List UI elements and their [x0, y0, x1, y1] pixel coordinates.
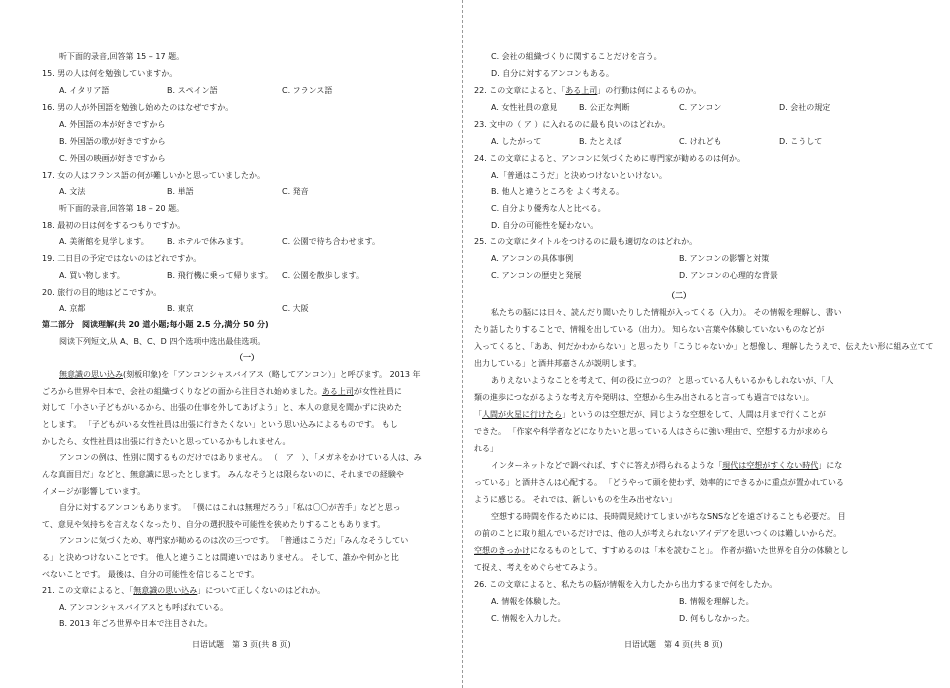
passage-1-line-13: べないことです。 最後は、自分の可能性を信じることです。 [42, 570, 260, 579]
q16-option-a: A. 外国語の本が好きですから [59, 120, 166, 129]
q17-option-a: A. 文法 [59, 187, 86, 196]
passage-2-line-14: の前のことに取り組んでいるだけでは、他の人が考えられないアイデアを思いつくのは難しいからだ。 [474, 529, 842, 538]
q15-option-b: B. スペイン語 [167, 86, 218, 95]
passage-2-line-12: ように感じる。 それでは、新しいものを生み出せない」 [474, 495, 677, 504]
passage-1-line-5: かしたら、女性社員は出張に行きたいと思っているかもしれません。 [42, 437, 291, 446]
underlined-phrase: 空想 [474, 546, 490, 555]
passage-2-line-4: 出力している」と酒井邦嘉さんが説明します。 [474, 359, 642, 368]
question-16: 16. 男の人が外国語を勉強し始めたのはなぜですか。 [42, 103, 234, 112]
passage-2-heading: （二） [667, 291, 691, 300]
passage-2-line-10: インターネットなどで調べれば、すぐに答えが得られるような「現代は空想がすくない時代」にな [491, 461, 843, 470]
q26-option-b: B. 情報を理解した。 [679, 597, 754, 606]
underlined-phrase: ある上司 [321, 387, 354, 396]
q19-option-b: B. 飛行機に乗って帰ります。 [167, 271, 273, 280]
q17-option-b: B. 単語 [167, 187, 194, 196]
q22-option-a: A. 女性社員の意見 [491, 103, 558, 112]
q22-option-c: C. アンコン [679, 103, 722, 112]
passage-1-line-12: る」と決めつけないことです。 他人と違うことは間違いではありません。 そして、誰かや何かと比 [42, 553, 399, 562]
left-page [42, 0, 452, 688]
q25-option-b: B. アンコンの影響と対策 [679, 254, 770, 263]
q24-option-c: C. 自分より優秀な人と比べる。 [491, 204, 606, 213]
listening-instruction-1: 听下面的录音,回答第 15 – 17 题。 [59, 52, 185, 61]
question-23: 23. 文中の（ ア ）に入れるのに最も良いのはどれか。 [474, 120, 671, 129]
question-25: 25. この文章にタイトルをつけるのに最も適切なのはどれか。 [474, 237, 698, 246]
passage-1-line-2: ごろから世界や日本で、会社の組織づくりなどの面から注目され始めました。ある上司が女性社員に [42, 387, 402, 396]
q16-option-b: B. 外国語の歌が好きですから [59, 137, 166, 146]
q18-option-a: A. 美術館を見学します。 [59, 237, 149, 246]
question-19: 19. 二日目の予定ではないのはどれですか。 [42, 254, 202, 263]
q23-option-a: A. したがって [491, 137, 542, 146]
underlined-phrase: のきっかけ [490, 546, 530, 555]
q15-option-a: A. イタリア語 [59, 86, 110, 95]
q25-option-c: C. アンコンの歴史と発展 [491, 271, 582, 280]
passage-1-line-11: アンコンに気づくため、専門家が勧めるのは次の三つです。 「普通はこうだ」「みんなそうしてい [59, 536, 409, 545]
underlined-phrase: ある上司 [565, 86, 598, 95]
passage-2-line-15: 空想のきっかけになるものとして、すすめるのは「本を読むこと」。 作者が描いた世界を自分の体験とし [474, 546, 849, 555]
q25-option-d: D. アンコンの心理的な背景 [679, 271, 778, 280]
q21-option-b: B. 2013 年ごろ世界や日本で注目された。 [59, 619, 213, 628]
q26-option-a: A. 情報を体験した。 [491, 597, 566, 606]
reading-instruction: 阅读下列短文,从 A、B、C、D 四个选项中选出最佳选项。 [59, 337, 266, 346]
underlined-phrase: 無意識の思い込み [59, 370, 123, 379]
q23-option-c: C. けれども [679, 137, 722, 146]
question-15: 15. 男の人は何を勉強していますか。 [42, 69, 178, 78]
q22-option-b: B. 公正な判断 [579, 103, 630, 112]
underlined-phrase: 人間が火星に行けたら [482, 410, 562, 419]
q21-option-c: C. 会社の組織づくりに関することだけを言う。 [491, 52, 662, 61]
q26-option-c: C. 情報を入力した。 [491, 614, 566, 623]
section-2-heading: 第二部分 阅读理解(共 20 道小题;每小题 2.5 分,满分 50 分) [42, 320, 269, 329]
underlined-phrase: 現代は空想がすくない時代 [722, 461, 819, 470]
page-footer-left: 日语试题 第 3 页(共 8 页) [192, 640, 291, 649]
q23-option-b: B. たとえば [579, 137, 622, 146]
passage-2-line-7: 「人間が火星に行けたら」というのは空想だが、同じような空想をして、人間は月まで行くことが [474, 410, 826, 419]
q24-option-d: D. 自分の可能性を疑わない。 [491, 221, 599, 230]
question-17: 17. 女の人はフランス語の何が難しいかと思っていましたか。 [42, 171, 266, 180]
passage-2-line-6: 類の進歩につながるような考え方や発明は、空想から生み出されると言っても過言ではない」。 [474, 393, 814, 402]
question-26: 26. この文章によると、私たちの脳が情報を入力したから出力するまで何をしたか。 [474, 580, 778, 589]
q25-option-a: A. アンコンの具体事例 [491, 254, 574, 263]
q24-option-b: B. 他人と違うところを よく考える。 [491, 187, 625, 196]
passage-1-line-7: んな真面目だ」などと、無意識に思ったとします。 みんなそうとは限らないのに、それまでの経験や [42, 470, 404, 479]
q19-option-a: A. 買い物します。 [59, 271, 125, 280]
passage-2-line-3: 入ってくると、「ああ、何だかわからない」と思ったり「こうじゃないか」と想像し、理解したうえで、伝えたい形に組み立てて [474, 342, 934, 351]
q19-option-c: C. 公園を散歩します。 [282, 271, 365, 280]
q21-option-a: A. アンコンシャスバイアスとも呼ばれている。 [59, 603, 229, 612]
passage-1-heading: （一） [235, 353, 259, 362]
passage-2-line-5: ありえないようなことを考えて、何の役に立つの？ と思っている人もいるかもしれないが、「人 [491, 376, 834, 385]
q16-option-c: C. 外国の映画が好きですから [59, 154, 166, 163]
page-divider [462, 0, 463, 688]
listening-instruction-2: 听下面的录音,回答第 18 – 20 题。 [59, 204, 185, 213]
q24-option-a: A.「普通はこうだ」と決めつけないといけない。 [491, 171, 667, 180]
passage-1-line-3: 対して「小さい子どもがいるから、出張の仕事を外してあげよう」と、本人の意見を聞かずに決めた [42, 403, 402, 412]
paren-note: (刻板印象) [123, 370, 162, 379]
q26-option-d: D. 何もしなかった。 [679, 614, 755, 623]
q20-option-b: B. 東京 [167, 304, 194, 313]
question-22: 22. この文章によると、「ある上司」の行動は何によるものか。 [474, 86, 702, 95]
passage-1-line-6: アンコンの例は、性別に関するものだけではありません。 （ ア ）、「メガネをかけている人は、み [59, 453, 422, 462]
question-24: 24. この文章によると、アンコンに気づくために専門家が勧めるのは何か。 [474, 154, 745, 163]
q20-option-a: A. 京都 [59, 304, 86, 313]
passage-2-line-11: っている」と酒井さんは心配する。 「どうやって頭を使わず、効率的にできるかに重点が置かれている [474, 478, 844, 487]
q21-option-d: D. 自分に対するアンコンもある。 [491, 69, 614, 78]
page-footer-right: 日语试题 第 4 页(共 8 页) [624, 640, 723, 649]
passage-2-line-2: たり話したりすることで、情報を出している（出力）。 知らない言葉や体験していないものなどが [474, 325, 825, 334]
passage-1-line-1: 無意識の思い込み(刻板印象)を「アンコンシャスバイアス（略してアンコン）」と呼びます。 2013 年 [59, 370, 421, 379]
q22-option-d: D. 会社の規定 [779, 103, 831, 112]
q17-option-c: C. 発音 [282, 187, 309, 196]
question-18: 18. 最初の日は何をするつもりですか。 [42, 221, 186, 230]
question-20: 20. 旅行の目的地はどこですか。 [42, 288, 162, 297]
q18-option-b: B. ホテルで休みます。 [167, 237, 249, 246]
passage-2-line-16: て捉え、考えをめぐらせてみよう。 [474, 563, 603, 572]
passage-1-line-9: 自分に対するアンコンもあります。 「僕にはこれは無理だろう」「私は〇〇が苦手」などと思っ [59, 503, 401, 512]
q20-option-c: C. 大阪 [282, 304, 309, 313]
q23-option-d: D. こうして [779, 137, 823, 146]
passage-2-line-1: 私たちの脳には日々、読んだり聞いたりした情報が入ってくる（入力）。 その情報を理解し、書い [491, 308, 842, 317]
passage-1-line-10: て、意見や気持ちを言えなくなったり、自分の選択肢や可能性を狭めたりすることもあります。 [42, 520, 386, 529]
underlined-phrase: 無意識の思い込み [133, 586, 198, 595]
passage-2-line-13: 空想する時間を作るためには、長時間見続けてしまいがちなSNSなどを遠ざけることも必要だ。 目 [491, 512, 846, 521]
passage-1-line-4: とします。 「子どもがいる女性社員は出張に行きたくない」という思い込みによるものです。 もし [42, 420, 398, 429]
right-page [474, 0, 934, 688]
q15-option-c: C. フランス語 [282, 86, 333, 95]
q18-option-c: C. 公園で待ち合わせます。 [282, 237, 381, 246]
passage-1-line-8: イメージが影響しています。 [42, 487, 146, 496]
question-21: 21. この文章によると、「無意識の思い込み」について正しくないのはどれか。 [42, 586, 326, 595]
passage-2-line-8: できた。 「作家や科学者などになりたいと思っている人はさらに強い理由で、空想する力が求めら [474, 427, 829, 436]
passage-2-line-9: れる」 [474, 444, 498, 453]
